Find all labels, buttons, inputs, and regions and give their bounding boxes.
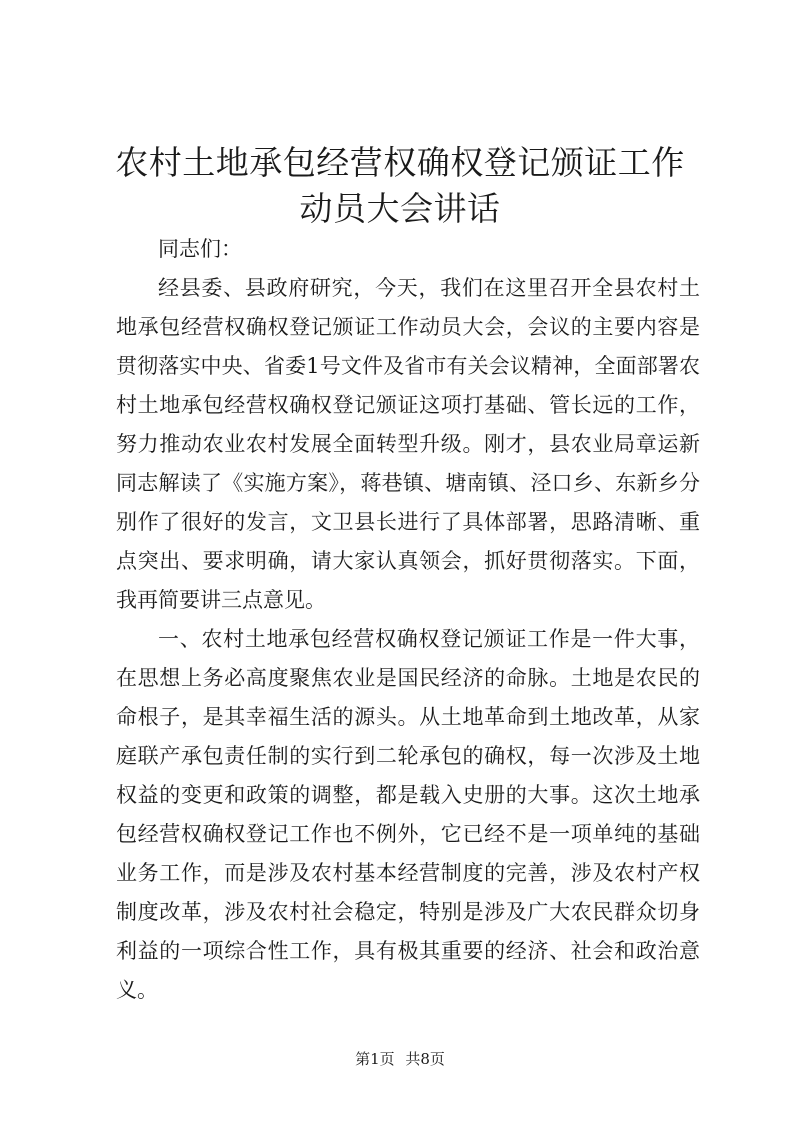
salutation: 同志们： — [158, 237, 242, 261]
document-body — [116, 230, 700, 1010]
page-footer — [0, 1049, 800, 1069]
page-number: 第1页 — [355, 1050, 395, 1068]
document-title: 农村土地承包经营权确权登记颁证工作动员大会讲话 — [115, 143, 685, 228]
page-total: 共8页 — [405, 1050, 445, 1068]
paragraph-intro: 经县委、县政府研究，今天，我们在这里召开全县农村土地承包经营权确权登记颁证工作动员大会，会议的主要内容是贯彻落实中央、省委1号文件及省市有关会议精神，全面部署农村土地承包经营权确权登记颁证这项打基础、管长远的工作，努力推动农业农村发展全面转型升级。刚才，县农业局章运新同志解读了《实施方案》，蒋巷镇、塘南镇、泾口乡、东新乡分别作了很好的发言，文卫县长进行了具体部署，思路清晰、重点突出、要求明确，请大家认真领会，抓好贯彻落实。下面，我再简要讲三点意见。 — [116, 276, 700, 612]
paragraph-section-one: 一、农村土地承包经营权确权登记颁证工作是一件大事，在思想上务必高度聚焦农业是国民经济的命脉。土地是农民的命根子，是其幸福生活的源头。从土地革命到土地改革，从家庭联产承包责任制的实行到二轮承包的确权，每一次涉及土地权益的变更和政策的调整，都是载入史册的大事。这次土地承包经营权确权登记工作也不例外，它已经不是一项单纯的基础业务工作，而是涉及农村基本经营制度的完善，涉及农村产权制度改革，涉及农村社会稳定，特别是涉及广大农民群众切身利益的一项综合性工作，具有极其重要的经济、社会和政治意义。 — [116, 627, 700, 1002]
